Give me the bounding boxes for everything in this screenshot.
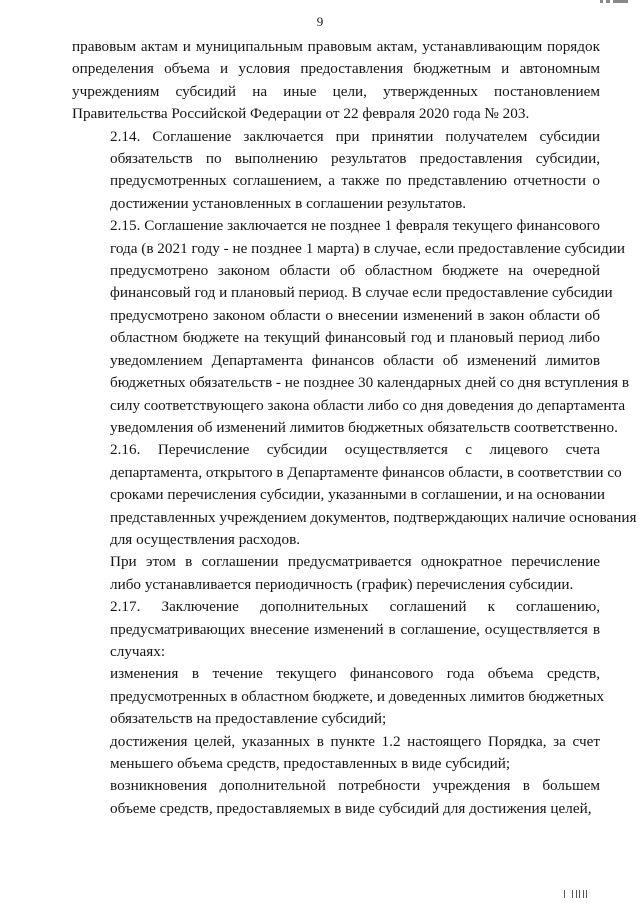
- text-line: 2.14. Соглашение заключается при принятии получателем субсидии: [110, 127, 600, 145]
- paragraph: [72, 731, 600, 776]
- paragraph: [72, 439, 637, 551]
- text-line: Правительства Российской Федерации от 22 февраля 2020 года № 203.: [72, 105, 530, 123]
- paragraph: [72, 663, 605, 730]
- text-line: представленных учреждением документов, подтверждающих наличие основания: [110, 508, 637, 526]
- text-line: достижения целей, указанных в пункте 1.2 настоящего Порядка, за счет: [110, 732, 600, 750]
- text-line: учреждениям субсидий на иные цели, утвержденных постановлением: [72, 82, 600, 100]
- scan-edge-marks-top: [600, 0, 628, 3]
- text-line: определения объема и условия предоставления бюджетным и автономным: [72, 60, 600, 78]
- paragraph: [72, 126, 600, 216]
- text-line: для осуществления расходов.: [110, 530, 301, 548]
- text-line: объеме средств, предоставляемых в виде субсидий для достижения целей,: [110, 799, 592, 817]
- text-line: силу соответствующего закона области либо со дня доведения до департамента: [110, 396, 626, 414]
- page-number: 9: [316, 14, 324, 29]
- text-line: бюджетных обязательств - не позднее 30 календарных дней со дня вступления в: [110, 374, 630, 392]
- text-line: предусматривающих внесение изменений в соглашение, осуществляется в: [110, 620, 600, 638]
- text-line: областном бюджете на текущий финансовый год и плановый период либо: [110, 329, 600, 347]
- scan-edge-marks-bottom: [564, 890, 598, 898]
- text-line: предусмотрено законом области о внесении изменений в закон области об: [110, 306, 600, 324]
- text-line: 2.15. Соглашение заключается не позднее 1 февраля текущего финансового: [110, 217, 600, 235]
- text-line: возникновения дополнительной потребности учреждения в большем: [110, 777, 600, 795]
- text-line: департамента, открытого в Департаменте финансов области, в соответствии со: [110, 463, 622, 481]
- paragraph: [72, 551, 600, 596]
- text-line: уведомлением Департамента финансов области об изменений лимитов: [110, 351, 600, 369]
- text-line: изменения в течение текущего финансового года объема средств,: [110, 665, 600, 683]
- text-line: 2.16. Перечисление субсидии осуществляется с лицевого счета: [110, 441, 600, 459]
- paragraph: [72, 36, 600, 126]
- text-line: обязательств по выполнению результатов предоставления субсидии,: [110, 150, 600, 168]
- text-line: 2.17. Заключение дополнительных соглашений к соглашению,: [110, 598, 600, 616]
- text-line: правовым актам и муниципальным правовым актам, устанавливающим порядок: [72, 38, 600, 55]
- text-line: предусмотрено законом области об областном бюджете на очередной: [110, 262, 600, 280]
- text-line: либо устанавливается периодичность (график) перечисления субсидии.: [110, 575, 574, 593]
- text-line: предусмотренных соглашением, а также по представлению отчетности о: [110, 172, 600, 190]
- text-line: обязательств на предоставление субсидий;: [110, 710, 387, 728]
- document-body: [72, 36, 637, 820]
- text-line: года (в 2021 году - не позднее 1 марта) в случае, если предоставление субсидии: [110, 239, 625, 257]
- text-line: предусмотренных в областном бюджете, и доведенных лимитов бюджетных: [110, 687, 605, 705]
- paragraph: [72, 215, 630, 439]
- text-line: При этом в соглашении предусматривается однократное перечисление: [110, 553, 600, 571]
- paragraph: [72, 596, 600, 663]
- text-line: достижении установленных в соглашении результатов.: [110, 194, 467, 212]
- text-line: сроками перечисления субсидии, указанными в соглашении, и на основании: [110, 486, 605, 504]
- text-line: меньшего объема средств, предоставленных в виде субсидий;: [110, 755, 511, 772]
- paragraph: [72, 775, 600, 820]
- text-line: финансовый год и плановый период. В случае если предоставление субсидии: [110, 284, 613, 302]
- text-line: случаях:: [110, 642, 166, 660]
- text-line: уведомления об изменений лимитов бюджетных обязательств соответственно.: [110, 418, 618, 436]
